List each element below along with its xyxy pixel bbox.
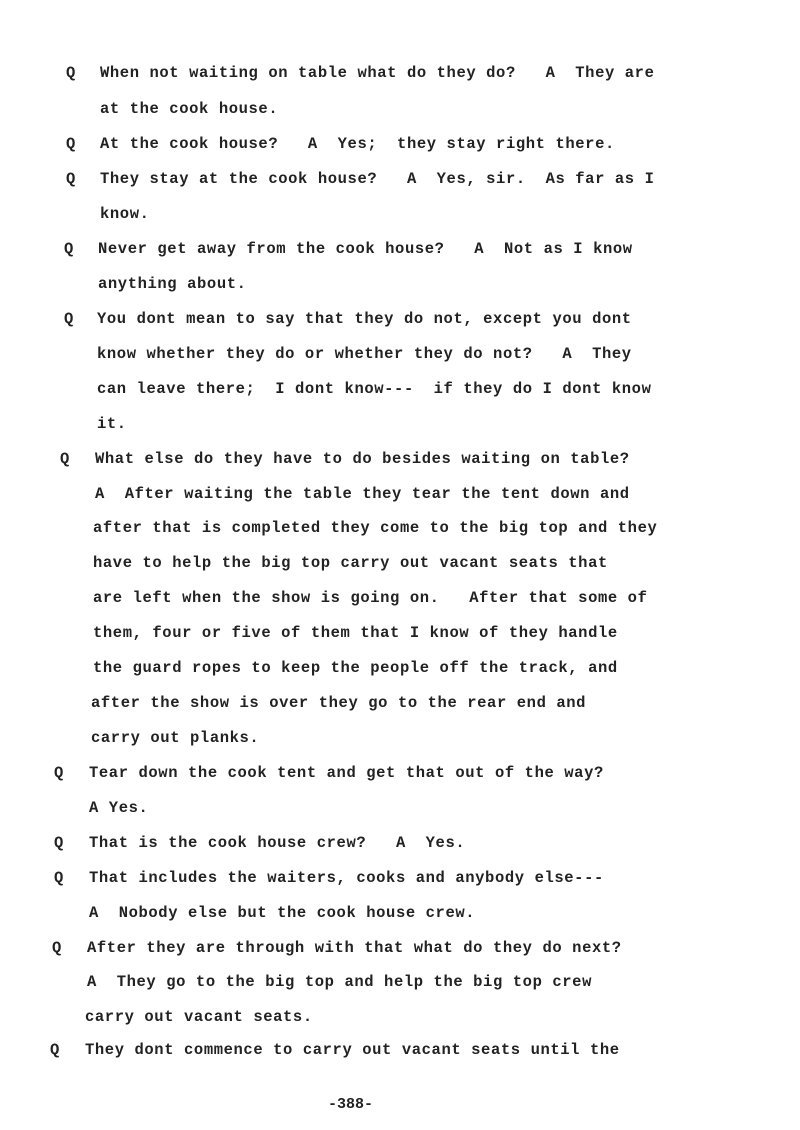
transcript-line: They stay at the cook house? A Yes, sir. As far as I (100, 170, 655, 188)
speaker-label: Q (54, 869, 64, 887)
transcript-line: Tear down the cook tent and get that out of the way? (89, 764, 604, 782)
transcript-line: have to help the big top carry out vacant seats that (93, 554, 608, 572)
speaker-label: Q (66, 64, 76, 82)
speaker-label: Q (54, 764, 64, 782)
transcript-line: know. (100, 205, 150, 223)
speaker-label: Q (52, 939, 62, 957)
transcript-line: carry out planks. (91, 729, 260, 747)
transcript-line: after that is completed they come to the big top and they (93, 519, 658, 537)
transcript-line: after the show is over they go to the rear end and (91, 694, 587, 712)
transcript-line: A They go to the big top and help the big top crew (87, 973, 592, 991)
transcript-line: the guard ropes to keep the people off the track, and (93, 659, 618, 677)
transcript-line: carry out vacant seats. (85, 1008, 313, 1026)
transcript-line: Never get away from the cook house? A Not as I know (98, 240, 633, 258)
transcript-line: can leave there; I dont know--- if they do I dont know (97, 380, 652, 398)
transcript-line: are left when the show is going on. After that some of (93, 589, 648, 607)
transcript-line: That includes the waiters, cooks and anybody else--- (89, 869, 604, 887)
transcript-line: at the cook house. (100, 100, 279, 118)
transcript-line: What else do they have to do besides waiting on table? (95, 450, 630, 468)
transcript-line: After they are through with that what do they do next? (87, 939, 622, 957)
transcript-line: When not waiting on table what do they do? A They are (100, 64, 655, 82)
transcript-line: A Nobody else but the cook house crew. (89, 904, 476, 922)
page-number: -388- (328, 1096, 374, 1113)
transcript-line: it. (97, 415, 127, 433)
transcript-line: them, four or five of them that I know of they handle (93, 624, 618, 642)
transcript-line: You dont mean to say that they do not, except you dont (97, 310, 632, 328)
transcript-line: They dont commence to carry out vacant seats until the (85, 1041, 620, 1059)
speaker-label: Q (64, 310, 74, 328)
speaker-label: Q (64, 240, 74, 258)
transcript-line: anything about. (98, 275, 247, 293)
speaker-label: Q (60, 450, 70, 468)
transcript-line: know whether they do or whether they do not? A They (97, 345, 632, 363)
speaker-label: Q (66, 135, 76, 153)
speaker-label: Q (50, 1041, 60, 1059)
transcript-line: A After waiting the table they tear the tent down and (95, 485, 630, 503)
speaker-label: Q (66, 170, 76, 188)
transcript-line: At the cook house? A Yes; they stay right there. (100, 135, 615, 153)
transcript-line: That is the cook house crew? A Yes. (89, 834, 466, 852)
speaker-label: Q (54, 834, 64, 852)
transcript-line: A Yes. (89, 799, 149, 817)
